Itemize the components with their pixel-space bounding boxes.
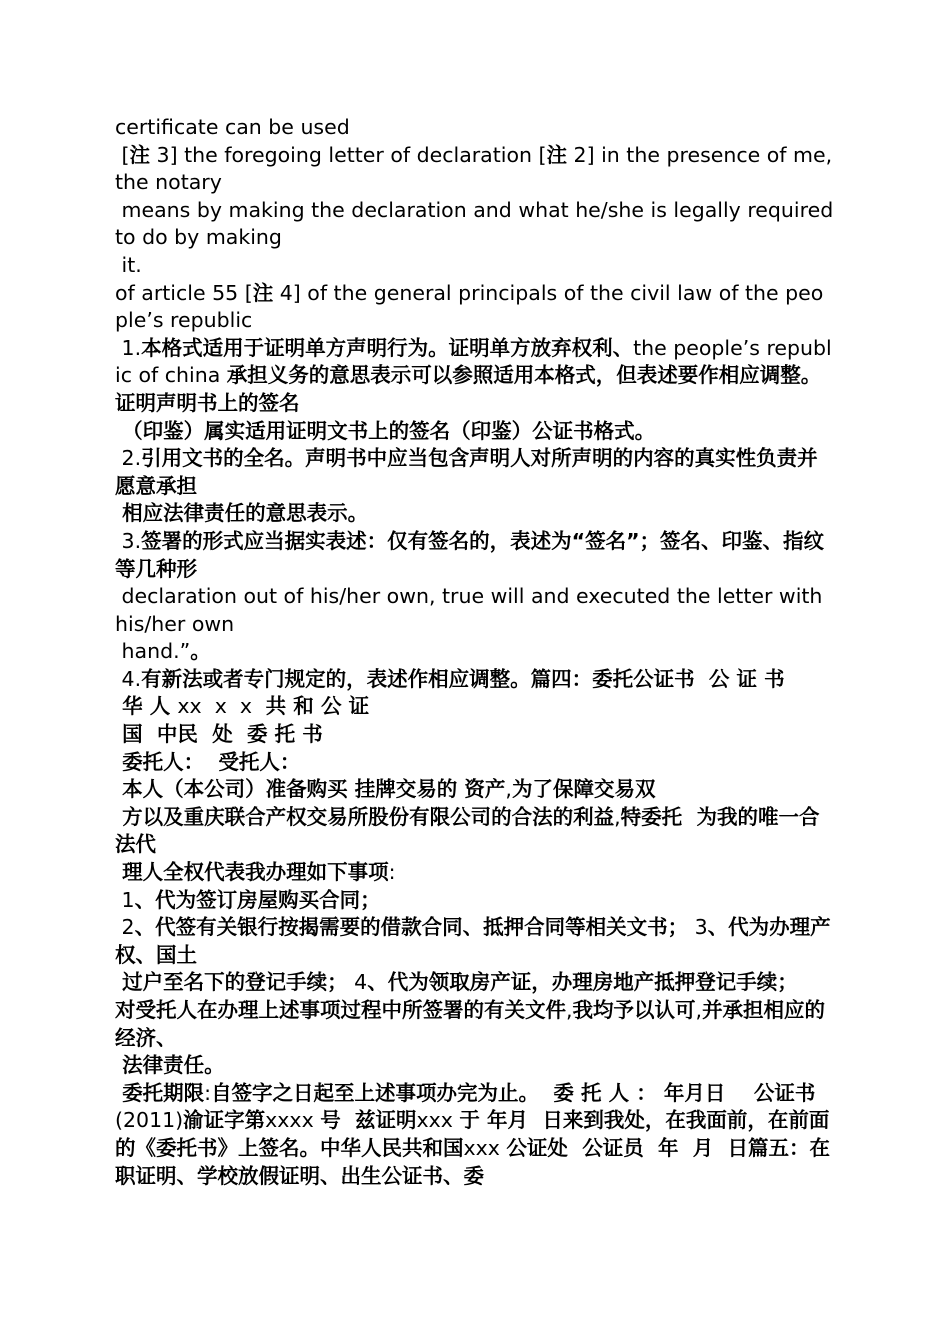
text-segment: hand.” [115, 639, 191, 664]
text-segment: 注 [546, 142, 568, 167]
text-segment: 法律责任。 [115, 1053, 225, 1078]
text-line [115, 1052, 835, 1080]
text-segment: 我均予以认可 [572, 998, 696, 1022]
text-segment: 4. [115, 666, 142, 691]
text-segment: declaration out of his/her own, true will and executed the letter with his/her own [115, 584, 829, 636]
text-line [115, 528, 835, 583]
text-line [115, 197, 840, 252]
text-segment: xxx [416, 1108, 460, 1133]
text-segment: 于 年月 日来到我处，在我面前，在前面的《委托书》上签名。中华人民共和国 [115, 1108, 830, 1160]
text-segment: 3 [688, 915, 708, 940]
text-line [115, 445, 835, 500]
text-segment: 4 [347, 970, 368, 995]
text-segment: : [204, 1080, 212, 1105]
text-segment: 3. [115, 528, 142, 553]
text-segment: 渝证字第 [183, 1108, 266, 1133]
text-segment: 自签字之日起至上述事项办完为止。 委 托 人 ： 年月日 公证书 [211, 1080, 823, 1105]
text-line [115, 721, 835, 749]
text-line [115, 335, 835, 418]
text-line [115, 114, 835, 142]
text-segment: 本人（本公司）准备购买 挂牌交易的 资产 [115, 777, 506, 802]
text-segment: 共 和 公 证 [258, 694, 370, 719]
text-segment: 、代为办理产权、国土 [115, 915, 831, 967]
text-segment: the people’s republic of china [115, 335, 832, 388]
text-segment: xxx [463, 1135, 507, 1160]
text-line [115, 418, 835, 446]
text-segment: 方以及重庆联合产权交易所股份有限公司的合法的利益 [115, 804, 615, 829]
text-line [115, 914, 835, 969]
text-segment: it. [115, 252, 142, 277]
text-segment: 2] in the presence of me, the notary [115, 142, 839, 195]
text-segment: 并承担相应的经济、 [115, 998, 826, 1050]
text-line [115, 638, 835, 666]
document-body [115, 114, 840, 1190]
text-segment: 过户至名下的登记手续； [115, 970, 348, 995]
text-segment: , [695, 998, 703, 1022]
text-segment: 、代签有关银行按揭需要的借款合同、抵押合同等相关文书； [134, 915, 689, 940]
text-segment: 公证处 公证员 年 月 日篇五：在职证明、学校放假证明、出生公证书、委 [115, 1135, 831, 1188]
text-segment: 华 人 [115, 694, 178, 719]
text-line [115, 1080, 835, 1190]
text-segment: 3] the foregoing letter of declaration [ [150, 142, 547, 167]
text-segment: 理人全权代表我办理如下事项 [115, 860, 389, 885]
text-segment: , [505, 777, 512, 802]
text-segment: 委托人： 受托人： [115, 749, 301, 774]
text-segment: 1 [115, 887, 135, 912]
text-line [115, 252, 835, 280]
text-line [115, 280, 835, 335]
text-segment: 1. [115, 335, 142, 360]
text-segment: 特委托 为我的唯一合法代 [115, 804, 820, 857]
text-segment: 、代为签订房屋购买合同； [134, 887, 381, 912]
text-segment: 本格式适用于证明单方声明行为。证明单方放弃权利、 [141, 335, 634, 360]
text-segment: , [614, 804, 621, 829]
text-segment: 2 [115, 915, 135, 940]
text-line [115, 693, 835, 721]
text-segment: 4] of the general principals of the civil law of the people’s republic [115, 280, 824, 333]
text-line [115, 776, 835, 804]
text-line [115, 500, 835, 528]
text-segment: 国 中民 处 委 托 书 [115, 722, 323, 747]
text-segment: xx x x [177, 694, 259, 719]
text-segment: 2. [115, 446, 142, 471]
text-line [115, 583, 835, 638]
text-segment: 签署的形式应当据实表述：仅有签名的，表述为“签名”；签名、印鉴、指纹等几种形 [115, 528, 825, 581]
text-segment: 注 [129, 142, 151, 167]
text-line [115, 142, 839, 197]
text-segment: 、代为领取房产证，办理房地产抵押登记手续； 对受托人在办理上述事项过程中所签署的有关文件 [115, 970, 820, 1022]
text-segment: 号 兹证明 [320, 1108, 417, 1133]
text-line [115, 859, 835, 887]
text-line [115, 804, 835, 859]
text-segment: certificate can be used [115, 115, 350, 139]
text-segment: means by making the declaration and what he/she is legally required to do by making [115, 197, 840, 250]
text-segment: 委托期限 [115, 1080, 205, 1105]
text-segment: of article 55 [ [115, 280, 253, 305]
text-segment: 引用文书的全名。声明书中应当包含声明人对所声明的内容的真实性负责并愿意承担 [115, 446, 818, 498]
text-line [115, 887, 835, 915]
text-segment: (2011) [115, 1080, 830, 1133]
text-line [115, 969, 835, 1052]
text-line [115, 666, 835, 694]
text-segment: xxxx [265, 1108, 321, 1133]
text-segment: 承担义务的意思表示可以参照适用本格式，但表述要作相应调整。证明声明书上的签名 [115, 363, 822, 415]
text-segment: 注 [252, 280, 274, 305]
text-line [115, 749, 835, 777]
text-segment: 。 [190, 639, 211, 664]
text-segment: [ [115, 142, 130, 167]
text-segment: （印鉴）属实适用证明文书上的签名（印鉴）公证书格式。 [115, 418, 656, 443]
text-segment: 相应法律责任的意思表示。 [115, 501, 369, 526]
text-segment: , [566, 998, 573, 1022]
text-segment: 有新法或者专门规定的，表述作相应调整。篇四：委托公证书 公 证 书 [141, 666, 785, 691]
text-segment: : [388, 860, 396, 885]
text-segment: 为了保障交易双 [511, 777, 656, 802]
